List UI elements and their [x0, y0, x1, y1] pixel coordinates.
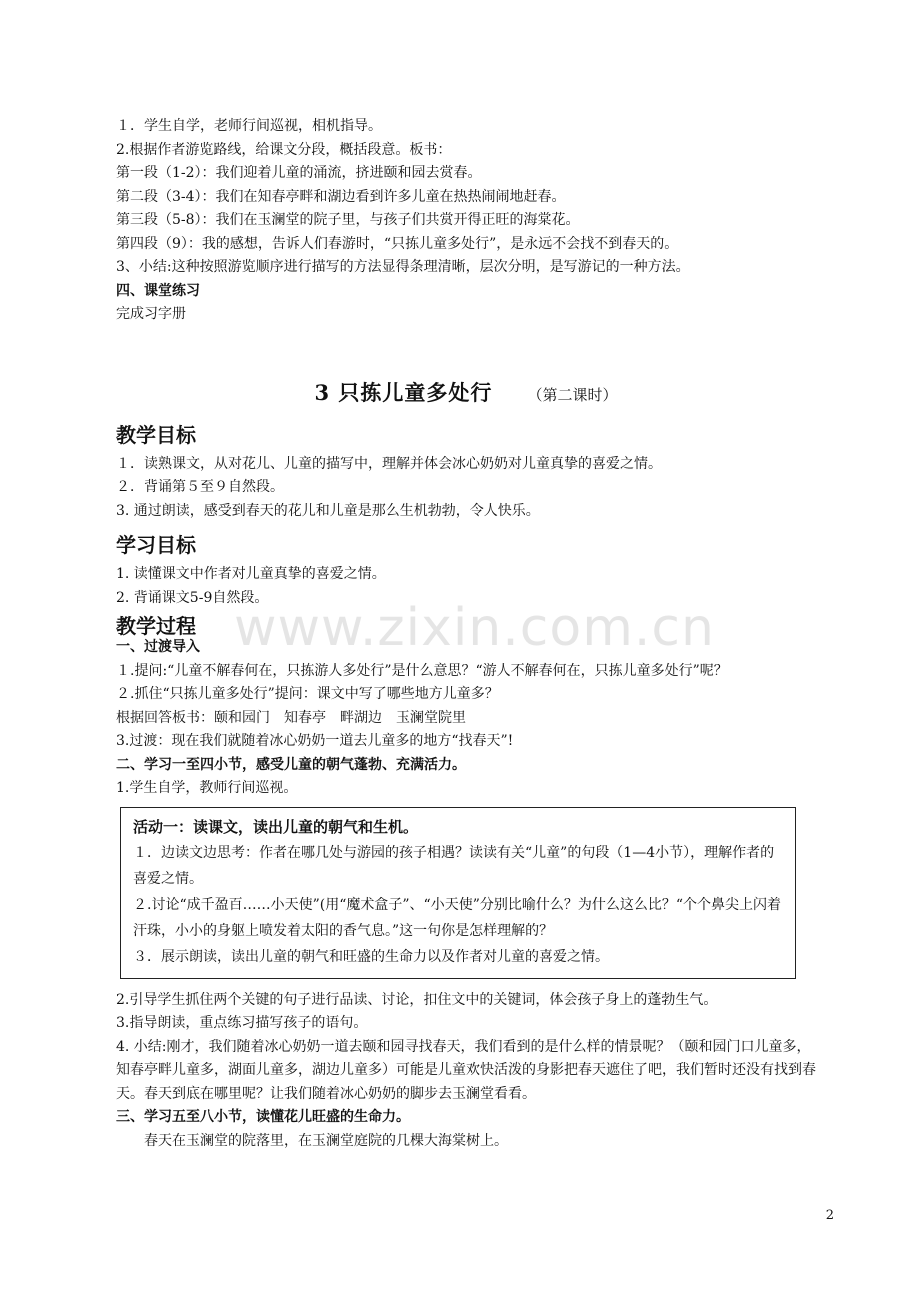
activity-box: [120, 807, 796, 979]
process-line: 2.引导学生抓住两个关键的句子进行品读、讨论，扣住文中的关键词，体会孩子身上的蓬勃生气。: [116, 991, 718, 1008]
activity-title: 活动一：读课文，读出儿童的朝气和生机。: [133, 817, 419, 836]
heading-process: 教学过程: [116, 614, 196, 638]
goal-item: １．读熟课文，从对花儿、儿童的描写中，理解并体会冰心奶奶对儿童真挚的喜爱之情。: [116, 455, 662, 472]
page-number: 2: [825, 1208, 834, 1223]
activity-line: １．边读文边思考：作者在哪几处与游园的孩子相遇？读读有关“儿童”的句段（1—4小节），理解作者的喜爱之情。: [133, 844, 775, 887]
process-section-2-heading: 二、学习一至四小节，感受儿童的朝气蓬勃、充满活力。: [116, 756, 466, 773]
watermark: www.zixin.com.cn: [234, 598, 715, 658]
lesson-title-main: 3 只拣儿童多处行: [314, 379, 493, 405]
text-line: 第二段（3-4）：我们在知春亭畔和湖边看到许多儿童在热热闹闹地赶春。: [116, 188, 566, 205]
lesson-title-sub: （第二课时）: [527, 385, 618, 404]
heading-teaching-goals: 教学目标: [116, 422, 196, 447]
activity-line: ３．展示朗读，读出儿童的朝气和旺盛的生命力以及作者对儿童的喜爱之情。: [133, 948, 609, 965]
text-line: 第一段（1-2）：我们迎着儿童的涌流，挤进颐和园去赏春。: [116, 165, 482, 181]
section-heading-practice: 四、课堂练习: [116, 282, 200, 299]
process-line: 根据回答板书：颐和园门 知春亭 畔湖边 玉澜堂院里: [116, 709, 466, 726]
activity-line: ２.讨论“成千盈百……小天使”(用“魔术盒子”、“小天使”分别比喻什么？为什么这么比？“个个鼻尖上闪着汗珠，小小的身躯上喷发着太阳的香气息。”这一句你是怎样理解的？: [133, 896, 782, 939]
learning-goal-item: 2. 背诵课文5-9自然段。: [116, 589, 269, 606]
goal-item: ２．背诵第５至９自然段。: [116, 479, 284, 495]
text-line: 第三段（5-8）：我们在玉澜堂的院子里，与孩子们共赏开得正旺的海棠花。: [116, 212, 580, 228]
text-line: 第四段（9）：我的感想，告诉人们春游时，“只拣儿童多处行”，是永远不会找不到春天的。: [116, 235, 679, 252]
text-line: １．学生自学，老师行间巡视，相机指导。: [116, 118, 382, 134]
text-line: 3、小结:这种按照游览顺序进行描写的方法显得条理清晰，层次分明，是写游记的一种方法。: [116, 259, 690, 275]
process-section-1-heading: 一、过渡导入: [116, 639, 200, 655]
process-line: 1.学生自学，教师行间巡视。: [116, 780, 298, 796]
process-line: 春天在玉澜堂的院落里，在玉澜堂庭院的几棵大海棠树上。: [144, 1132, 508, 1149]
text-line: 2.根据作者游览路线，给课文分段，概括段意。板书：: [116, 141, 452, 158]
goal-item: 3. 通过朗读，感受到春天的花儿和儿童是那么生机勃勃，令人快乐。: [116, 502, 540, 519]
lesson-title: [116, 373, 816, 413]
process-line: 4. 小结:刚才，我们随着冰心奶奶一道去颐和园寻找春天，我们看到的是什么样的情景呢？（颐和园门口儿童多，知春亭畔儿童多，湖面儿童多，湖边儿童多）可能是儿童欢快活泼的身影把春天遮住了吧，我们暂时还没有找到春天。春天到底在哪里呢？让我们随着冰心奶奶的脚步去玉澜堂看看。: [116, 1038, 816, 1102]
process-line: ２.抓住“只拣儿童多处行”提问：课文中写了哪些地方儿童多？: [116, 686, 499, 702]
learning-goal-item: 1. 读懂课文中作者对儿童真挚的喜爱之情。: [116, 566, 386, 582]
page-content: [116, 115, 816, 1153]
process-line: 3.指导朗读，重点练习描写孩子的语句。: [116, 1015, 368, 1031]
process-section-3-heading: 三、学习五至八小节，读懂花儿旺盛的生命力。: [116, 1109, 410, 1125]
process-line: 3.过渡：现在我们就随着冰心奶奶一道去儿童多的地方“找春天”!: [116, 733, 514, 749]
process-line: １.提问:“儿童不解春何在，只拣游人多处行”是什么意思？“游人不解春何在，只拣儿童多处行”呢？: [116, 662, 728, 679]
heading-learning-goals: 学习目标: [116, 533, 196, 557]
practice-text: 完成习字册: [116, 306, 186, 322]
